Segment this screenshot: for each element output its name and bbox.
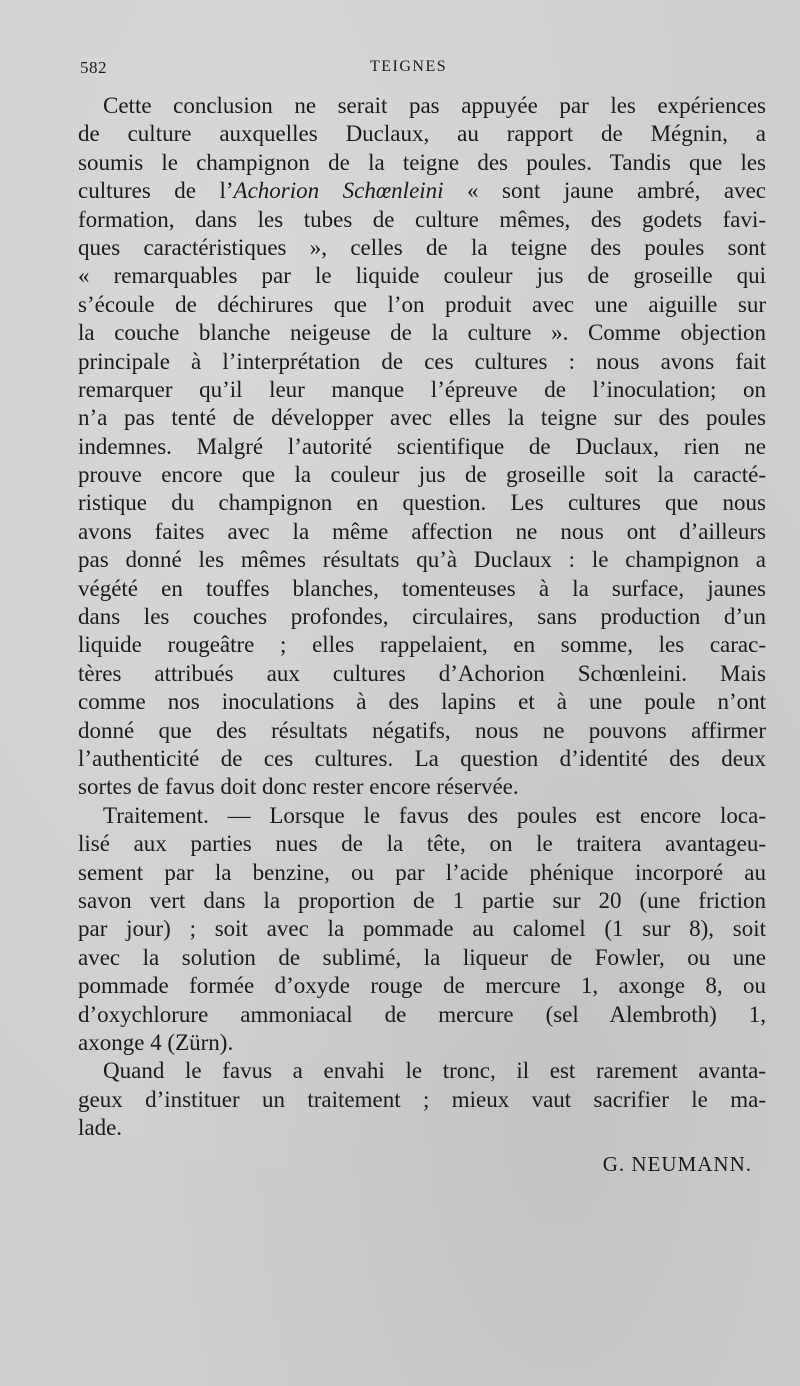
body-text xyxy=(78,92,766,1179)
text-line: lade. xyxy=(78,1115,123,1141)
text-line: par jour) ; soit avec la pommade au calomel (1 sur 8), soit xyxy=(78,916,766,942)
text-line: Cette conclusion ne serait pas appuyée par les expériences xyxy=(103,93,766,118)
text-line: de culture auxquelles Duclaux, au rapport de Mégnin, a xyxy=(78,121,766,147)
text-line: savon vert dans la proportion de 1 partie sur 20 (une friction xyxy=(78,887,766,913)
text-line: la couche blanche neigeuse de la culture ». Comme objection xyxy=(78,320,766,346)
text-line: liquide rougeâtre ; elles rappelaient, en somme, les carac- xyxy=(78,632,766,658)
text-line: lisé aux parties nues de la tête, on le traitera avantageu- xyxy=(78,831,766,857)
text-line: l’authenticité de ces cultures. La question d’identité des deux xyxy=(78,745,766,771)
text-line: « remarquables par le liquide couleur jus de groseille qui xyxy=(78,263,766,289)
text-line: avons faites avec la même affection ne nous ont d’ailleurs xyxy=(78,518,766,544)
running-head: TEIGNES xyxy=(370,58,448,75)
author-signature: G. NEUMANN. xyxy=(602,1152,752,1177)
text-line: prouve encore que la couleur jus de groseille soit la caracté- xyxy=(78,462,766,488)
text-line: tères attribués aux cultures d’Achorion Schœnleini. Mais xyxy=(78,660,766,686)
text-line: indemnes. Malgré l’autorité scientifique de Duclaux, rien ne xyxy=(78,433,766,459)
text-line: n’a pas tenté de développer avec elles la teigne sur des poules xyxy=(78,405,766,431)
treatment-paragraph-start: Traitement. — Lorsque le favus des poules est encore loca- xyxy=(103,802,766,828)
page-number: 582 xyxy=(80,58,107,77)
text-line: avec la solution de sublimé, la liqueur de Fowler, ou une xyxy=(78,944,766,970)
text-line: ques caractéristiques », celles de la teigne des poules sont xyxy=(78,234,766,260)
text-line: remarquer qu’il leur manque l’épreuve de l’inoculation; on xyxy=(78,376,766,402)
text-line: dans les couches profondes, circulaires, sans production d’un xyxy=(78,604,766,630)
page-header xyxy=(80,58,770,84)
text-line: geux d’instituer un traitement ; mieux vaut sacrifier le ma- xyxy=(78,1086,766,1112)
text-line: ristique du champignon en question. Les cultures que nous xyxy=(78,490,766,516)
text-line: donné que des résultats négatifs, nous ne pouvons affirmer xyxy=(78,717,766,743)
text-line: formation, dans les tubes de culture mêmes, des godets favi- xyxy=(78,206,766,232)
text-line: s’écoule de déchirures que l’on produit avec une aiguille sur xyxy=(78,291,766,317)
text-line: principale à l’interprétation de ces cultures : nous avons fait xyxy=(78,348,766,374)
text-line: pas donné les mêmes résultats qu’à Duclaux : le champignon a xyxy=(78,547,766,573)
text-line: comme nos inoculations à des lapins et à une poule n’ont xyxy=(78,689,766,715)
text-line: soumis le champignon de la teigne des poules. Tandis que les xyxy=(78,149,766,175)
text-line: axonge 4 (Zürn). xyxy=(78,1029,234,1055)
text-line: cultures de l’Achorion Schœnleini « sont jaune ambré, avec xyxy=(78,178,766,204)
text-line: Quand le favus a envahi le tronc, il est rarement avanta- xyxy=(103,1058,766,1084)
text-line: sortes de favus doit donc rester encore réservée. xyxy=(78,774,519,800)
text-line: pommade formée d’oxyde rouge de mercure 1, axonge 8, ou xyxy=(78,973,766,999)
text-line: d’oxychlorure ammoniacal de mercure (sel Alembroth) 1, xyxy=(78,1001,766,1027)
text-line: sement par la benzine, ou par l’acide phénique incorporé au xyxy=(78,859,766,885)
text-line: végété en touffes blanches, tomenteuses à la surface, jaunes xyxy=(78,575,766,601)
